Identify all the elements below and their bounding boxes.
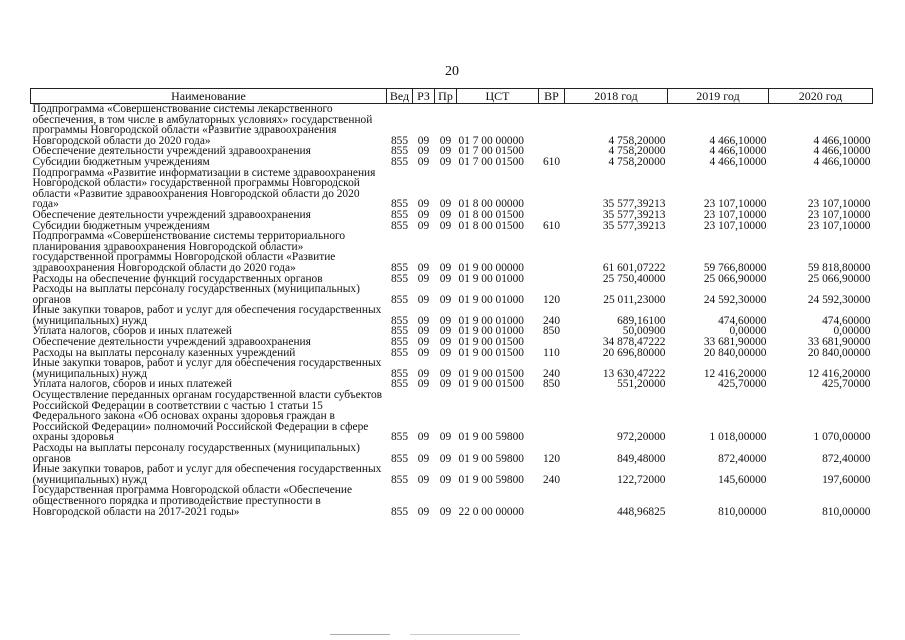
- row-cst: 01 9 00 59800: [458, 473, 524, 486]
- row-rz: 09: [417, 145, 430, 158]
- row-value-2019: 33 681,90000: [703, 336, 767, 349]
- row-rz: 09: [417, 325, 430, 338]
- row-cst: 01 7 00 01500: [458, 145, 524, 158]
- row-name: Подпрограмма «Совершенствование системы лекарственного обеспечения, в том числе в амбулаторных условиях» государственной программы Новгородской области «Развитие здравоохранения Новгородской области до 2020 года»: [32, 103, 373, 147]
- row-ved: 855: [390, 378, 409, 391]
- row-vr: 110: [543, 346, 560, 359]
- row-name: Субсидии бюджетным учреждениям: [32, 219, 210, 232]
- row-ved: 855: [390, 431, 409, 444]
- header-2019: 2019 год: [668, 89, 769, 104]
- row-rz: 09: [417, 452, 430, 465]
- row-value-2018: 689,16100: [617, 314, 666, 327]
- row-vr: 850: [542, 325, 561, 338]
- row-value-2020: 1 070,00000: [813, 431, 871, 444]
- row-cst: 01 8 00 01500: [458, 219, 524, 232]
- row-value-2019: 4 466,10000: [709, 134, 767, 147]
- row-cst: 01 9 00 01500: [458, 367, 524, 380]
- row-value-2019: 145,60000: [718, 473, 767, 486]
- row-rz: 09: [417, 219, 430, 232]
- row-value-2020: 20 840,00000: [807, 346, 871, 359]
- row-cst: 01 9 00 01500: [458, 378, 524, 391]
- table-row: [31, 231, 873, 273]
- row-pr: 09: [439, 473, 452, 486]
- row-value-2019: 20 840,00000: [703, 346, 767, 359]
- table-row: [31, 284, 873, 305]
- row-pr: 09: [439, 293, 452, 306]
- row-cst: 01 7 00 00000: [458, 134, 524, 147]
- row-value-2018: 35 577,39213: [602, 208, 666, 221]
- budget-table: [30, 88, 873, 517]
- row-name: Субсидии бюджетным учреждениям: [32, 155, 210, 168]
- row-pr: 09: [439, 272, 452, 285]
- row-rz: 09: [417, 314, 430, 327]
- row-pr: 09: [439, 336, 452, 349]
- row-value-2018: 20 696,80000: [602, 346, 666, 359]
- row-ved: 855: [390, 473, 409, 486]
- row-ved: 855: [390, 293, 409, 306]
- row-pr: 09: [439, 346, 452, 359]
- table-row: [31, 485, 873, 517]
- row-name: Расходы на выплаты персоналу казенных учреждений: [32, 346, 296, 359]
- row-value-2019: 23 107,10000: [703, 208, 767, 221]
- row-cst: 01 9 00 59800: [458, 431, 524, 444]
- row-name: Уплата налогов, сборов и иных платежей: [32, 325, 232, 338]
- row-value-2018: 4 758,20000: [608, 155, 666, 168]
- row-value-2019: 12 416,20000: [703, 367, 767, 380]
- row-name: Обеспечение деятельности учреждений здравоохранения: [32, 336, 311, 349]
- header-2018: 2018 год: [565, 89, 668, 104]
- row-vr: [539, 485, 565, 517]
- row-cst: 01 8 00 01500: [458, 208, 524, 221]
- row-cst: 01 9 00 01000: [458, 293, 524, 306]
- row-cst: 01 9 00 01000: [458, 272, 524, 285]
- row-pr: 09: [439, 155, 452, 168]
- row-ved: 855: [390, 325, 409, 338]
- table-row: [31, 443, 873, 464]
- row-value-2018: 61 601,07222: [602, 261, 666, 274]
- table-body: [31, 104, 873, 518]
- row-value-2020: 810,00000: [822, 505, 871, 518]
- row-value-2019: 25 066,90000: [703, 272, 767, 285]
- header-name: Наименование: [31, 89, 387, 104]
- row-vr: 120: [542, 293, 561, 306]
- row-value-2018: 25 750,40000: [602, 272, 666, 285]
- row-value-2018: 35 577,39213: [602, 198, 666, 211]
- row-vr: [539, 231, 565, 273]
- row-name: Подпрограмма «Совершенствование системы территориального планирования здравоохранения Новгородской области» государственной программы Новгородской области «Развитие здравоохранения Новгородской области до 2020 года»: [32, 230, 346, 274]
- footer-rule: [330, 634, 390, 635]
- row-value-2018: 25 011,23000: [603, 293, 666, 306]
- row-ved: 855: [390, 367, 409, 380]
- row-value-2018: 4 758,20000: [608, 145, 666, 158]
- row-value-2020: 4 466,10000: [813, 134, 871, 147]
- row-rz: 09: [417, 336, 430, 349]
- row-rz: 09: [417, 208, 430, 221]
- row-value-2019: 1 018,00000: [709, 431, 767, 444]
- row-value-2019: 810,00000: [718, 505, 767, 518]
- row-rz: 09: [417, 261, 430, 274]
- row-rz: 09: [417, 473, 430, 486]
- row-pr: 09: [439, 325, 452, 338]
- row-ved: 855: [390, 134, 409, 147]
- row-name: Уплата налогов, сборов и иных платежей: [32, 378, 232, 391]
- row-ved: 855: [390, 261, 409, 274]
- row-ved: 855: [390, 336, 409, 349]
- header-rz: РЗ: [413, 89, 435, 104]
- row-value-2019: 872,40000: [718, 452, 767, 465]
- row-name: Иные закупки товаров, работ и услуг для обеспечения государственных (муниципальных) нужд: [32, 304, 382, 327]
- row-ved: 855: [390, 219, 409, 232]
- row-value-2020: 872,40000: [822, 452, 871, 465]
- row-cst: 01 9 00 00000: [458, 261, 524, 274]
- row-cst: 01 9 00 59800: [458, 452, 524, 465]
- row-rz: 09: [417, 378, 430, 391]
- row-value-2020: 59 818,80000: [807, 261, 871, 274]
- row-pr: 09: [439, 208, 452, 221]
- row-value-2020: 23 107,10000: [807, 219, 871, 232]
- row-ved: 855: [390, 198, 409, 211]
- row-value-2019: 425,70000: [718, 378, 767, 391]
- row-value-2018: 13 630,47222: [602, 367, 666, 380]
- row-vr: [539, 274, 565, 285]
- row-rz: 09: [417, 272, 430, 285]
- row-ved: 855: [390, 272, 409, 285]
- row-value-2018: 448,96825: [617, 505, 666, 518]
- row-value-2020: 12 416,20000: [807, 367, 871, 380]
- row-rz: 09: [417, 431, 430, 444]
- row-value-2019: 474,60000: [718, 314, 767, 327]
- row-pr: 09: [439, 314, 452, 327]
- row-value-2019: 4 466,10000: [709, 155, 767, 168]
- row-cst: 01 9 00 01000: [458, 314, 524, 327]
- row-rz: 09: [417, 293, 430, 306]
- row-value-2020: 0,00000: [833, 325, 871, 338]
- row-name: Расходы на выплаты персоналу государственных (муниципальных) органов: [32, 442, 360, 465]
- row-vr: 240: [542, 367, 561, 380]
- row-value-2018: 35 577,39213: [602, 219, 666, 232]
- row-value-2018: 50,00900: [622, 325, 666, 338]
- row-cst: 01 7 00 01500: [458, 155, 524, 168]
- row-pr: 09: [439, 261, 452, 274]
- header-ved: Вед: [387, 89, 413, 104]
- row-name: Расходы на обеспечение функций государственных органов: [32, 272, 323, 285]
- row-value-2020: 33 681,90000: [807, 336, 871, 349]
- row-value-2020: 4 466,10000: [813, 155, 871, 168]
- table-row: [31, 210, 873, 221]
- row-pr: 09: [439, 367, 452, 380]
- row-vr: [539, 390, 565, 443]
- footer-rule: [410, 634, 520, 635]
- table-row: [31, 358, 873, 379]
- page-number: 20: [445, 64, 459, 79]
- row-ved: 855: [390, 346, 409, 359]
- row-value-2018: 972,20000: [617, 431, 666, 444]
- row-pr: 09: [439, 452, 452, 465]
- row-name: Государственная программа Новгородской области «Обеспечение общественного порядка и противодействие преступности в Новгородской области на 2017-2021 годы»: [32, 484, 353, 518]
- row-name: Обеспечение деятельности учреждений здравоохранения: [32, 208, 311, 221]
- row-pr: 09: [439, 134, 452, 147]
- row-rz: 09: [417, 346, 430, 359]
- row-pr: 09: [439, 219, 452, 232]
- row-vr: 610: [542, 155, 561, 168]
- row-ved: 855: [390, 314, 409, 327]
- row-value-2018: 4 758,20000: [608, 134, 666, 147]
- row-value-2019: 59 766,80000: [703, 261, 767, 274]
- row-value-2020: 23 107,10000: [807, 198, 871, 211]
- row-value-2019: 23 107,10000: [703, 198, 767, 211]
- row-ved: 855: [390, 145, 409, 158]
- row-value-2019: 4 466,10000: [709, 145, 767, 158]
- row-value-2019: 24 592,30000: [703, 293, 767, 306]
- table-row: [31, 305, 873, 326]
- row-value-2020: 425,70000: [822, 378, 871, 391]
- row-ved: 855: [390, 155, 409, 168]
- row-rz: 09: [417, 134, 430, 147]
- row-pr: 09: [439, 378, 452, 391]
- row-vr: 240: [542, 473, 561, 486]
- row-vr: 610: [542, 219, 561, 232]
- row-vr: 120: [542, 452, 561, 465]
- row-cst: 01 9 00 01500: [458, 336, 524, 349]
- row-name: Подпрограмма «Развитие информатизации в системе здравоохранения Новгородской области» государственной программы Новгородской области «Развитие здравоохранения Новгородской области до 2020 года»: [32, 166, 376, 211]
- row-name: Расходы на выплаты персоналу государственных (муниципальных) органов: [32, 283, 360, 306]
- row-value-2020: 4 466,10000: [813, 145, 871, 158]
- header-2020: 2020 год: [769, 89, 873, 104]
- row-vr: 850: [542, 378, 561, 391]
- row-cst: 01 9 00 01000: [458, 325, 524, 338]
- row-value-2020: 25 066,90000: [807, 272, 871, 285]
- row-vr: [539, 104, 565, 147]
- table-row: [31, 390, 873, 443]
- row-name: Осуществление переданных органам государственной власти субъектов Российской Федерации в соответствии с частью 1 статьи 15 Федерального закона «Об основах охраны здоровья граждан в Российской Федерации» полномочий Российской Федерации в сфере охраны здоровья: [32, 389, 383, 444]
- row-cst: 22 0 00 00000: [458, 505, 524, 518]
- row-name: Иные закупки товаров, работ и услуг для обеспечения государственных (муниципальных) нужд: [32, 357, 382, 380]
- row-cst: 01 8 00 00000: [458, 198, 524, 211]
- row-value-2020: 23 107,10000: [807, 208, 871, 221]
- header-pr: Пр: [435, 89, 457, 104]
- table-row: [31, 168, 873, 210]
- table-row: [31, 157, 873, 168]
- header-vr: ВР: [539, 89, 565, 104]
- row-cst: 01 9 00 01500: [458, 346, 524, 359]
- row-value-2018: 122,72000: [617, 473, 666, 486]
- row-ved: 855: [390, 505, 409, 518]
- table-row: [31, 464, 873, 485]
- row-name: Обеспечение деятельности учреждений здравоохранения: [32, 145, 311, 158]
- row-value-2020: 197,60000: [822, 473, 871, 486]
- row-ved: 855: [390, 452, 409, 465]
- row-value-2020: 24 592,30000: [807, 293, 871, 306]
- row-vr: [539, 210, 565, 221]
- row-vr: 240: [542, 314, 561, 327]
- row-value-2018: 551,20000: [617, 378, 666, 391]
- row-vr: [539, 168, 565, 210]
- row-ved: 855: [390, 208, 409, 221]
- row-rz: 09: [417, 198, 430, 211]
- row-value-2018: 34 878,47222: [602, 336, 666, 349]
- row-rz: 09: [417, 367, 430, 380]
- row-value-2019: 0,00000: [729, 325, 767, 338]
- row-value-2020: 474,60000: [822, 314, 871, 327]
- table-header-row: [31, 89, 873, 104]
- row-value-2019: 23 107,10000: [703, 219, 767, 232]
- row-rz: 09: [417, 505, 430, 518]
- table-row: [31, 104, 873, 147]
- row-rz: 09: [417, 155, 430, 168]
- header-cst: ЦСТ: [457, 89, 539, 104]
- row-value-2018: 849,48000: [617, 452, 666, 465]
- row-pr: 09: [439, 505, 452, 518]
- row-pr: 09: [439, 198, 452, 211]
- row-name: Иные закупки товаров, работ и услуг для обеспечения государственных (муниципальных) нужд: [32, 463, 382, 486]
- row-pr: 09: [439, 145, 452, 158]
- row-pr: 09: [439, 431, 452, 444]
